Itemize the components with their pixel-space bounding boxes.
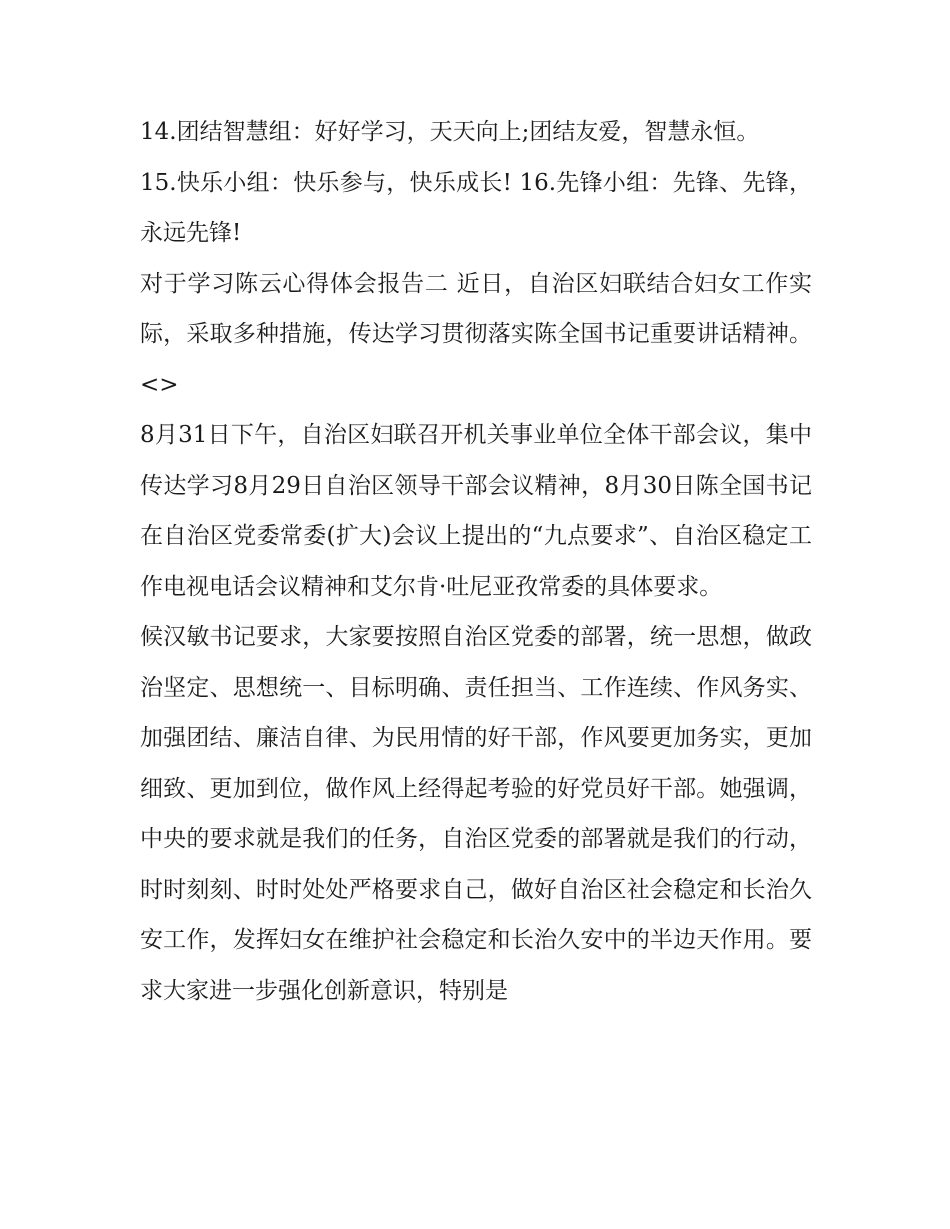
document-body	[140, 107, 812, 1016]
paragraph-report-intro: 对于学习陈云心得体会报告二 近日，自治区妇联结合妇女工作实际，采取多种措施，传达学习贯彻落实陈全国书记重要讲话精神。 <>	[140, 270, 812, 398]
paragraph-group-motto-15-16: 15.快乐小组：快乐参与，快乐成长! 16.先锋小组：先锋、先锋，永远先锋!	[140, 169, 812, 246]
paragraph-meeting-aug31: 8月31日下午，自治区妇联召开机关事业单位全体干部会议，集中传达学习8月29日自治区领导干部会议精神，8月30日陈全国书记在自治区党委常委(扩大)会议上提出的“九点要求”、自治区稳定工作电视电话会议精神和艾尔肯·吐尼亚孜常委的具体要求。	[140, 422, 812, 600]
paragraph-secretary-requirements: 候汉敏书记要求，大家要按照自治区党委的部署，统一思想，做政治坚定、思想统一、目标明确、责任担当、工作连续、作风务实、加强团结、廉洁自律、为民用情的好干部，作风要更加务实，更加细致、更加到位，做作风上经得起考验的好党员好干部。她强调，中央的要求就是我们的任务，自治区党委的部署就是我们的行动，时时刻刻、时时处处严格要求自己，做好自治区社会稳定和长治久安工作，发挥妇女在维护社会稳定和长治久安中的半边天作用。要求大家进一步强化创新意识，特别是	[140, 624, 812, 1004]
paragraph-group-motto-14: 14.团结智慧组：好好学习，天天向上;团结友爱，智慧永恒。	[140, 119, 760, 145]
